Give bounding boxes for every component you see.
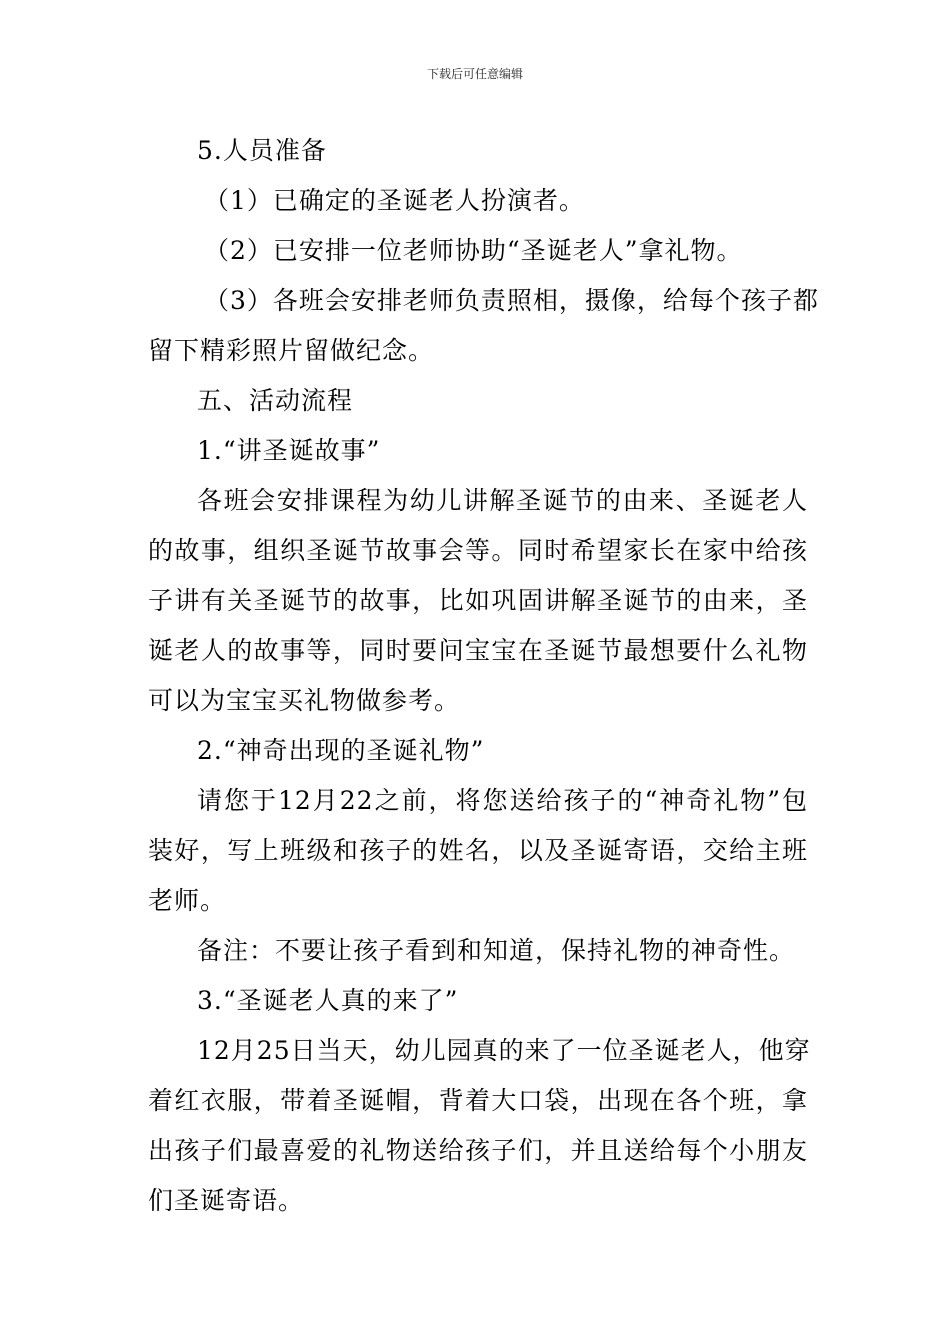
- header-note: 下载后可任意编辑: [426, 67, 523, 81]
- list-item: （1）已确定的圣诞老人扮演者。: [204, 186, 585, 215]
- subsection-heading-gift: 2.“神奇出现的圣诞礼物”: [197, 736, 485, 765]
- document-body: [148, 126, 819, 1226]
- paragraph-line: 留下精彩照片留做纪念。: [148, 336, 435, 365]
- paragraph-line: 请您于12月22之前，将您送给孩子的“神奇礼物”包: [197, 786, 808, 815]
- paragraph-line: 老师。: [148, 886, 227, 915]
- paragraph-line: 可以为宝宝买礼物做参考。: [148, 686, 461, 715]
- paragraph-line: 子讲有关圣诞节的故事，比如巩固讲解圣诞节的由来，圣: [148, 586, 808, 615]
- list-item: （3）各班会安排老师负责照相，摄像，给每个孩子都: [204, 286, 819, 315]
- paragraph-line: 装好，写上班级和孩子的姓名，以及圣诞寄语，交给主班: [148, 836, 808, 865]
- paragraph-line: 出孩子们最喜爱的礼物送给孩子们，并且送给每个小朋友: [148, 1136, 808, 1165]
- paragraph-line: 诞老人的故事等，同时要问宝宝在圣诞节最想要什么礼物: [148, 636, 808, 665]
- note-line: 备注：不要让孩子看到和知道，保持礼物的神奇性。: [197, 936, 796, 965]
- section-heading-personnel: 5.人员准备: [197, 136, 327, 165]
- paragraph-line: 着红衣服，带着圣诞帽，背着大口袋，出现在各个班，拿: [148, 1086, 808, 1115]
- subsection-heading-story: 1.“讲圣诞故事”: [197, 436, 381, 465]
- paragraph-line: 各班会安排课程为幼儿讲解圣诞节的由来、圣诞老人: [197, 486, 808, 515]
- list-item: （2）已安排一位老师协助“圣诞老人”拿礼物。: [204, 236, 743, 265]
- paragraph-line: 的故事，组织圣诞节故事会等。同时希望家长在家中给孩: [148, 536, 808, 565]
- paragraph-line: 12月25日当天，幼儿园真的来了一位圣诞老人，他穿: [197, 1036, 811, 1065]
- section-heading-process: 五、活动流程: [197, 386, 354, 415]
- paragraph-line: 们圣诞寄语。: [148, 1186, 305, 1215]
- subsection-heading-santa: 3.“圣诞老人真的来了”: [197, 986, 459, 1015]
